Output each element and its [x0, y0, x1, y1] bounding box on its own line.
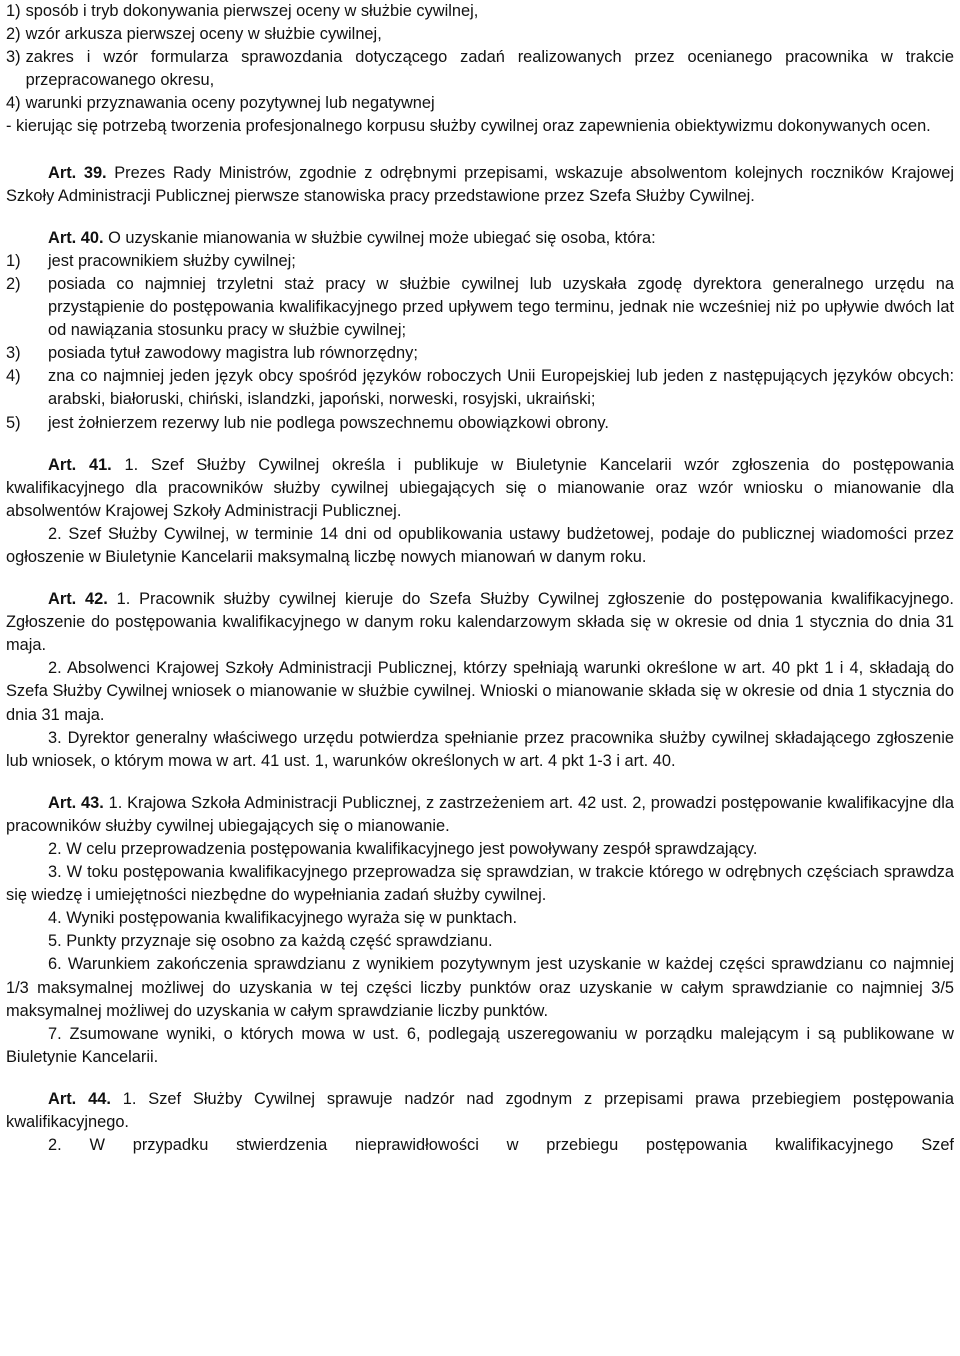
- article-44-para-1: [6, 1088, 954, 1134]
- list-item: [6, 46, 954, 92]
- article-40-conditions-list: [6, 250, 954, 435]
- article-43-para-5: 5. Punkty przyznaje się osobno za każdą część sprawdzianu.: [48, 932, 493, 951]
- list-text: posiada tytuł zawodowy magistra lub równorzędny;: [48, 344, 418, 363]
- list-number: 1): [6, 251, 21, 270]
- list-text: sposób i tryb dokonywania pierwszej oceny w służbie cywilnej,: [25, 2, 479, 20]
- article-text: O uzyskanie mianowania w służbie cywilnej może ubiegać się osoba, która:: [103, 228, 656, 247]
- list-number: 1): [6, 2, 21, 20]
- regulation-scope-list: [6, 0, 954, 115]
- article-number: Art. 42.: [48, 590, 108, 609]
- article-44-para-2: 2. W przypadku stwierdzenia nieprawidłowości w przebiegu postępowania kwalifikacyjnego Szef: [48, 1136, 954, 1155]
- list-number: 5): [6, 413, 21, 432]
- list-text: zakres i wzór formularza sprawozdania dotyczącego zadań realizowanych przez ocenianego pracownika w trakcie przepracowanego okresu,: [25, 48, 954, 90]
- list-item: [6, 92, 954, 115]
- article-39: [6, 162, 954, 208]
- article-number: Art. 40.: [48, 228, 104, 247]
- article-43-para-1: [6, 792, 954, 838]
- list-item: [6, 412, 954, 435]
- article-number: Art. 41.: [48, 455, 112, 474]
- list-item: [6, 250, 954, 273]
- scope-closing-clause: - kierując się potrzebą tworzenia profesjonalnego korpusu służby cywilnej oraz zapewnienia obiektywizmu dokonywanych ocen.: [6, 117, 931, 136]
- article-40: [6, 227, 954, 250]
- list-number: 3): [6, 48, 21, 67]
- list-number: 4): [6, 94, 21, 113]
- list-number: 2): [6, 274, 21, 293]
- article-text: 1. Krajowa Szkoła Administracji Publicznej, z zastrzeżeniem art. 42 ust. 2, prowadzi postępowanie kwalifikacyjne dla pracowników służby cywilnej ubiegających się o mianowanie.: [6, 793, 954, 835]
- article-43-para-7: 7. Zsumowane wyniki, o których mowa w ust. 6, podlegają uszeregowaniu w porządku malejącym i są publikowane w Biuletynie Kancelarii.: [6, 1024, 954, 1066]
- list-text: zna co najmniej jeden język obcy spośród języków roboczych Unii Europejskiej lub jeden z następujących języków obcych: arabski, białoruski, chiński, islandzki, japoński, norweski, rosyjski, ukraiński;: [48, 367, 954, 409]
- article-42-para-3: 3. Dyrektor generalny właściwego urzędu potwierdza spełnianie przez pracownika służby cywilnej składającego zgłoszenie lub wniosek, o którym mowa w art. 41 ust. 1, warunków określonych w art. 4 pkt 1-3 i art. 40.: [6, 728, 954, 770]
- list-item: [6, 23, 954, 46]
- list-item: [6, 365, 954, 411]
- list-number: 2): [6, 25, 21, 44]
- article-43-para-3: 3. W toku postępowania kwalifikacyjnego przeprowadza się sprawdzian, w trakcie którego w odrębnych częściach sprawdza się wiedzę i umiejętności niezbędne do wypełniania zadań służby cywilnej.: [6, 863, 954, 905]
- article-text: 1. Pracownik służby cywilnej kieruje do Szefa Służby Cywilnej zgłoszenie do postępowania kwalifikacyjnego. Zgłoszenie do postępowania kwalifikacyjnego w danym roku kalendarzowym składa się w okresie od dnia 1 stycznia do dnia 31 maja.: [6, 590, 954, 655]
- article-43-para-4: 4. Wyniki postępowania kwalifikacyjnego wyraża się w punktach.: [48, 909, 518, 928]
- article-43-para-2: 2. W celu przeprowadzenia postępowania kwalifikacyjnego jest powoływany zespół sprawdzający.: [48, 840, 758, 858]
- list-text: posiada co najmniej trzyletni staż pracy w służbie cywilnej lub uzyskała zgodę dyrektora generalnego urzędu na przystąpienie do postępowania kwalifikacyjnego przed upływem tego terminu, jednak nie wcześniej niż po upływie dwóch lat od nawiązania stosunku pracy w służbie cywilnej;: [48, 274, 954, 340]
- article-text: 1. Szef Służby Cywilnej sprawuje nadzór nad zgodnym z przepisami prawa przebiegiem postępowania kwalifikacyjnego.: [6, 1089, 954, 1132]
- article-text: Prezes Rady Ministrów, zgodnie z odrębnymi przepisami, wskazuje absolwentom kolejnych roczników Krajowej Szkoły Administracji Publicznej pierwsze stanowiska pracy przedstawione przez Szefa Służby Cywilnej.: [6, 163, 954, 205]
- article-number: Art. 43.: [48, 793, 104, 812]
- list-item: [6, 273, 954, 342]
- list-text: jest żołnierzem rezerwy lub nie podlega powszechnemu obowiązkowi obrony.: [48, 413, 609, 432]
- list-item: [6, 0, 954, 23]
- list-text: wzór arkusza pierwszej oceny w służbie cywilnej,: [25, 25, 382, 44]
- list-item: [6, 342, 954, 365]
- article-43-para-6: 6. Warunkiem zakończenia sprawdzianu z wynikiem pozytywnym jest uzyskanie w każdej części sprawdzianu co najmniej 1/3 maksymalnej możliwej do uzyskania w tej części liczby punktów oraz uzyskanie w całym sprawdzianie co najmniej 3/5 maksymalnej możliwej do uzyskania w całym sprawdzianie liczby punktów.: [6, 955, 954, 1020]
- article-41-para-1: [6, 454, 954, 523]
- article-42-para-2: 2. Absolwenci Krajowej Szkoły Administracji Publicznej, którzy spełniają warunki określone w art. 40 pkt 1 i 4, składają do Szefa Służby Cywilnej wniosek o mianowanie w służbie cywilnej. Wnioski o mianowanie składa się w okresie od dnia 1 stycznia do dnia 31 maja.: [6, 659, 954, 724]
- list-number: 4): [6, 367, 21, 386]
- article-42-para-1: [6, 588, 954, 657]
- article-number: Art. 39.: [48, 163, 107, 182]
- article-41-para-2: 2. Szef Służby Cywilnej, w terminie 14 dni od opublikowania ustawy budżetowej, podaje do publicznej wiadomości przez ogłoszenie w Biuletynie Kancelarii maksymalną liczbę nowych mianowań w danym roku.: [6, 524, 954, 566]
- list-text: jest pracownikiem służby cywilnej;: [48, 251, 296, 270]
- article-text: 1. Szef Służby Cywilnej określa i publikuje w Biuletynie Kancelarii wzór zgłoszenia do postępowania kwalifikacyjnego dla pracowników służby cywilnej ubiegających się o mianowanie oraz wzór wniosku o mianowanie dla absolwentów Krajowej Szkoły Administracji Publicznej.: [6, 455, 954, 520]
- list-number: 3): [6, 344, 21, 363]
- article-number: Art. 44.: [48, 1089, 111, 1108]
- list-text: warunki przyznawania oceny pozytywnej lub negatywnej: [25, 94, 435, 113]
